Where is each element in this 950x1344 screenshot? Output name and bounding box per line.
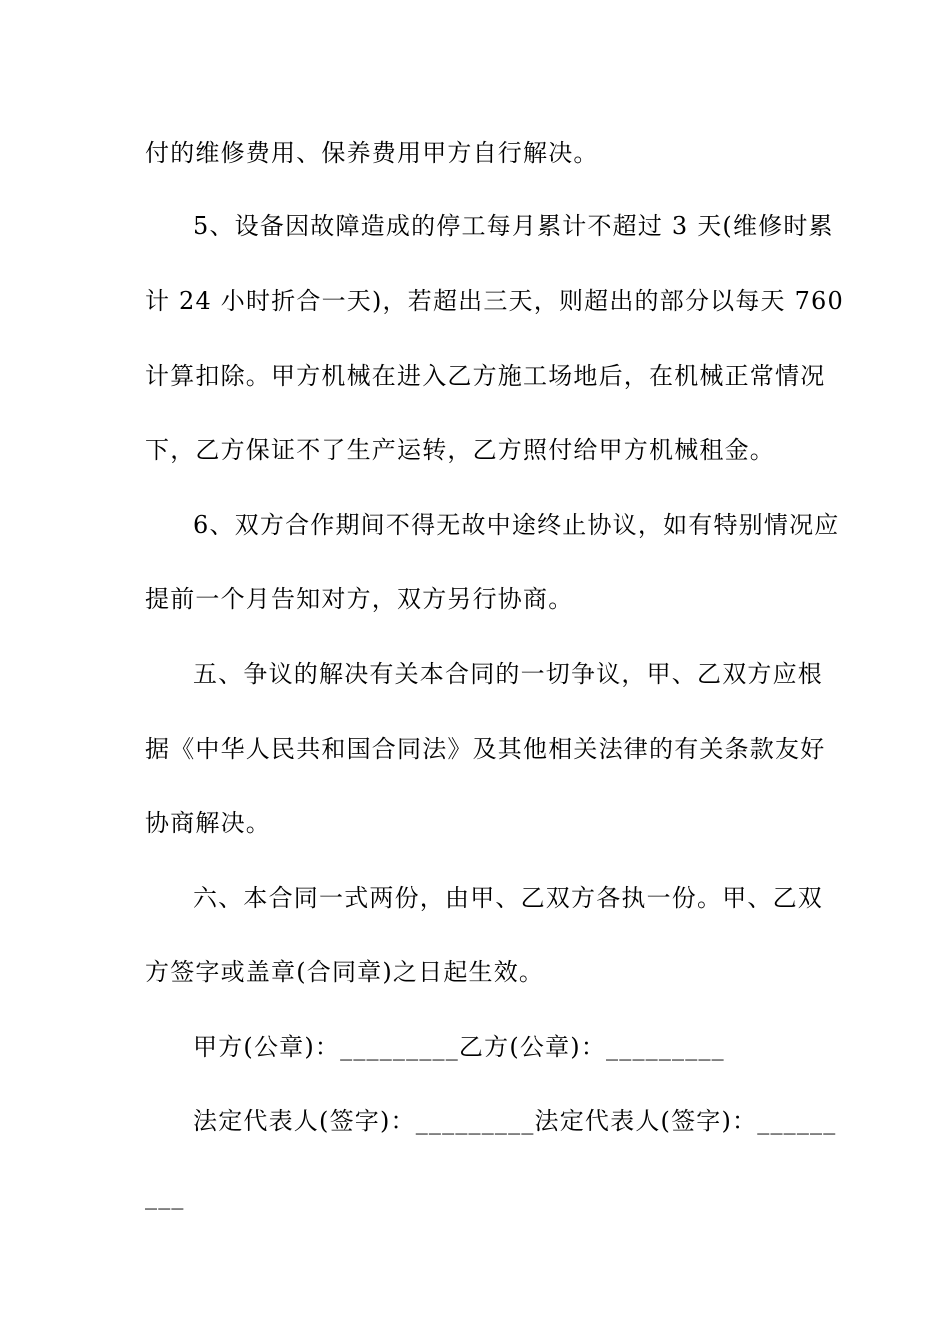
text-line: 5、设备因故障造成的停工每月累计不超过 3 天(维修时累 (193, 212, 834, 240)
text-line: 计 24 小时折合一天)，若超出三天，则超出的部分以每天 760 (145, 287, 844, 315)
text-line: 据《中华人民共和国合同法》及其他相关法律的有关条款友好 (145, 735, 826, 763)
text-line: 提前一个月告知对方，双方另行协商。 (145, 585, 574, 613)
text-line: 六、本合同一式两份，由甲、乙双方各执一份。甲、乙双 (193, 884, 823, 912)
text-line: 付的维修费用、保养费用甲方自行解决。 (145, 139, 599, 167)
text-line: 五、争议的解决有关本合同的一切争议，甲、乙双方应根 (193, 660, 823, 688)
signature-line-seals: 甲方(公章)：_________乙方(公章)：_________ (193, 1033, 725, 1061)
signature-line-representatives: 法定代表人(签字)：_________法定代表人(签字)：______ (193, 1107, 837, 1135)
text-line: 协商解决。 (145, 809, 271, 837)
text-line: 计算扣除。甲方机械在进入乙方施工场地后，在机械正常情况 (145, 362, 826, 390)
text-line: 方签字或盖章(合同章)之日起生效。 (145, 958, 545, 986)
text-line: 下，乙方保证不了生产运转，乙方照付给甲方机械租金。 (145, 436, 775, 464)
signature-line-continuation: ___ (145, 1182, 185, 1210)
text-line: 6、双方合作期间不得无故中途终止协议，如有特别情况应 (193, 511, 840, 539)
